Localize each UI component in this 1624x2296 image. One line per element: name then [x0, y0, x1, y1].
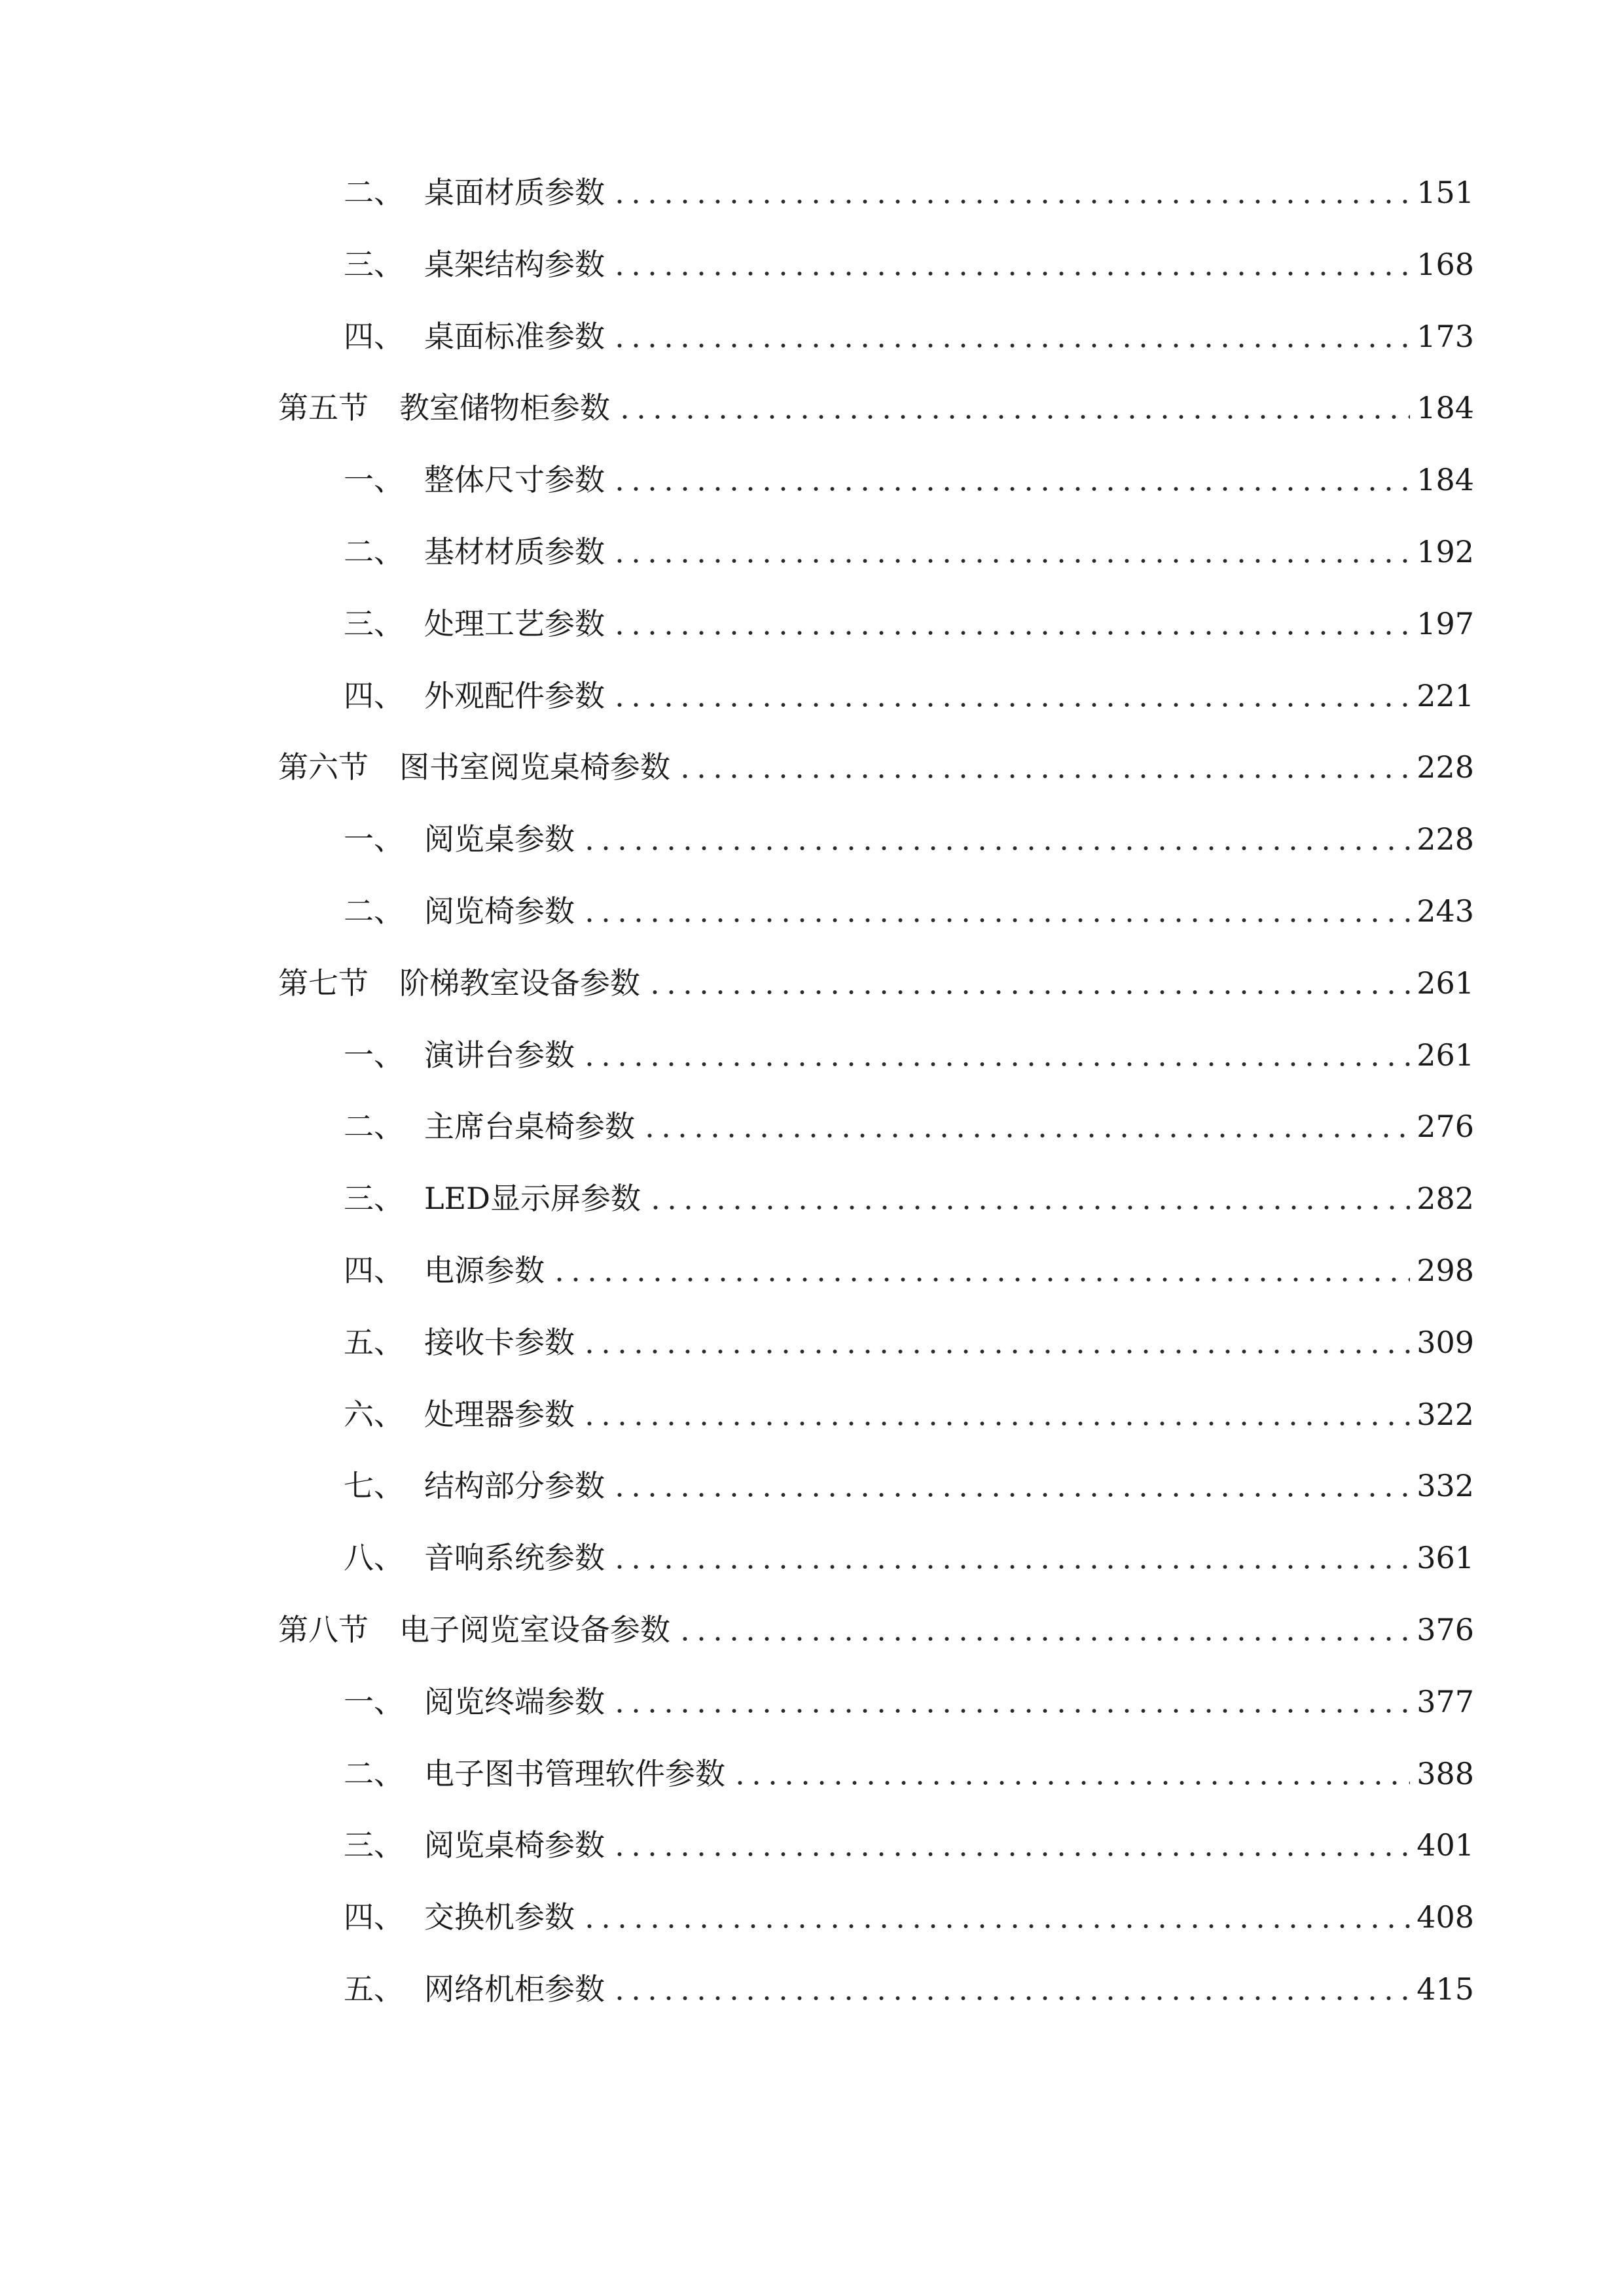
- toc-entry[interactable]: [344, 1891, 1474, 1943]
- dot-leader: [647, 1172, 1410, 1225]
- toc-entry-title: 桌面材质参数: [424, 175, 605, 210]
- dot-leader: [611, 670, 1410, 722]
- toc-entry[interactable]: [278, 741, 1474, 793]
- dot-leader: [551, 1244, 1410, 1297]
- toc-entry-page-number: 298: [1416, 1253, 1474, 1288]
- toc-entry-page-number: 192: [1416, 534, 1474, 569]
- toc-entry-marker: 二、: [344, 893, 404, 929]
- dot-leader: [611, 238, 1410, 291]
- toc-entry[interactable]: [344, 1819, 1474, 1871]
- toc-entry-marker: 三、: [344, 247, 404, 282]
- toc-entry-page-number: 401: [1416, 1827, 1474, 1863]
- dot-leader: [611, 1963, 1410, 2015]
- dot-leader: [611, 526, 1410, 578]
- toc-entry[interactable]: [344, 1172, 1474, 1225]
- toc-entry-page-number: 243: [1416, 893, 1474, 929]
- toc-entry-marker: 一、: [344, 1037, 404, 1073]
- toc-entry[interactable]: [344, 670, 1474, 722]
- toc-entry-title: 演讲台参数: [424, 1037, 575, 1073]
- toc-entry-page-number: 415: [1416, 1971, 1474, 2007]
- toc-entry-marker: 七、: [344, 1468, 404, 1503]
- toc-entry-marker: 四、: [344, 1899, 404, 1935]
- dot-leader: [611, 1676, 1410, 1728]
- toc-entry-title: 电源参数: [424, 1253, 545, 1288]
- toc-entry-title: 电子阅览室设备参数: [399, 1612, 670, 1647]
- toc-entry-marker: 二、: [344, 1109, 404, 1144]
- toc-entry[interactable]: [344, 526, 1474, 578]
- dot-leader: [611, 454, 1410, 506]
- dot-leader: [611, 310, 1410, 363]
- toc-entry-marker: 五、: [344, 1325, 404, 1360]
- dot-leader: [581, 813, 1410, 865]
- toc-entry-title: 外观配件参数: [424, 678, 605, 713]
- toc-entry[interactable]: [344, 885, 1474, 937]
- dot-leader: [581, 1388, 1410, 1441]
- dot-leader: [641, 1100, 1410, 1153]
- toc-entry[interactable]: [344, 1029, 1474, 1081]
- toc-entry-page-number: 228: [1416, 821, 1474, 857]
- toc-entry-page-number: 282: [1416, 1181, 1474, 1216]
- toc-entry[interactable]: [344, 238, 1474, 291]
- toc-entry-title: 音响系统参数: [424, 1540, 605, 1575]
- toc-entry-title: 主席台桌椅参数: [424, 1109, 635, 1144]
- toc-entry[interactable]: [278, 1604, 1474, 1656]
- toc-entry-page-number: 388: [1416, 1756, 1474, 1791]
- toc-entry-page-number: 276: [1416, 1109, 1474, 1144]
- dot-leader: [581, 885, 1410, 937]
- toc-entry[interactable]: [344, 1748, 1474, 1800]
- toc-entry[interactable]: [344, 166, 1474, 219]
- toc-entry-title: 整体尺寸参数: [424, 462, 605, 497]
- dot-leader: [611, 1532, 1410, 1584]
- toc-entry-marker: 第八节: [278, 1612, 369, 1647]
- toc-entry[interactable]: [344, 598, 1474, 650]
- dot-leader: [581, 1891, 1410, 1943]
- toc-entry-page-number: 377: [1416, 1684, 1474, 1719]
- toc-entry-marker: 三、: [344, 606, 404, 641]
- toc-entry-marker: 六、: [344, 1397, 404, 1432]
- toc-entry-title: 接收卡参数: [424, 1325, 575, 1360]
- toc-entry-marker: 第七节: [278, 965, 369, 1001]
- toc-entry[interactable]: [344, 1244, 1474, 1297]
- dot-leader: [611, 1819, 1410, 1871]
- toc-entry-title: 基材材质参数: [424, 534, 605, 569]
- toc-entry[interactable]: [344, 454, 1474, 506]
- toc-entry[interactable]: [344, 1963, 1474, 2015]
- toc-entry-title: 桌架结构参数: [424, 247, 605, 282]
- dot-leader: [677, 741, 1410, 793]
- toc-entry-page-number: 332: [1416, 1468, 1474, 1503]
- toc-entry[interactable]: [344, 813, 1474, 865]
- toc-entry[interactable]: [344, 1532, 1474, 1584]
- toc-entry-marker: 四、: [344, 1253, 404, 1288]
- toc-entry-marker: 一、: [344, 1684, 404, 1719]
- toc-entry-page-number: 184: [1416, 390, 1474, 425]
- dot-leader: [611, 166, 1410, 219]
- toc-entry-title: 阅览桌椅参数: [424, 1827, 605, 1863]
- toc-entry-title: 交换机参数: [424, 1899, 575, 1935]
- toc-entry-page-number: 261: [1416, 965, 1474, 1001]
- toc-entry-page-number: 408: [1416, 1899, 1474, 1935]
- toc-entry-title: 阅览椅参数: [424, 893, 575, 929]
- toc-entry-title: 阅览桌参数: [424, 821, 575, 857]
- dot-leader: [732, 1748, 1410, 1800]
- toc-entry-title: 图书室阅览桌椅参数: [399, 749, 670, 785]
- toc-entry-marker: 一、: [344, 821, 404, 857]
- toc-entry-marker: 第五节: [278, 390, 369, 425]
- toc-entry-title: 结构部分参数: [424, 1468, 605, 1503]
- toc-entry-page-number: 151: [1416, 175, 1474, 210]
- toc-entry-title: 处理工艺参数: [424, 606, 605, 641]
- toc-entry-marker: 四、: [344, 319, 404, 354]
- toc-entry[interactable]: [344, 310, 1474, 363]
- toc-entry[interactable]: [278, 382, 1474, 434]
- toc-entry-marker: 二、: [344, 1756, 404, 1791]
- toc-entry[interactable]: [344, 1676, 1474, 1728]
- toc-entry-page-number: 173: [1416, 319, 1474, 354]
- toc-entry-marker: 八、: [344, 1540, 404, 1575]
- dot-leader: [677, 1604, 1410, 1656]
- dot-leader: [611, 1460, 1410, 1512]
- toc-entry-page-number: 184: [1416, 462, 1474, 497]
- toc-entry-marker: 三、: [344, 1181, 404, 1216]
- toc-entry[interactable]: [344, 1388, 1474, 1441]
- toc-entry-page-number: 309: [1416, 1325, 1474, 1360]
- toc-entry[interactable]: [344, 1460, 1474, 1512]
- toc-entry[interactable]: [344, 1316, 1474, 1369]
- toc-entry-page-number: 376: [1416, 1612, 1474, 1647]
- toc-entry-title: 阅览终端参数: [424, 1684, 605, 1719]
- toc-entry-marker: 三、: [344, 1827, 404, 1863]
- toc-entry[interactable]: [344, 1100, 1474, 1153]
- toc-entry-page-number: 261: [1416, 1037, 1474, 1073]
- toc-entry-title: 电子图书管理软件参数: [424, 1756, 725, 1791]
- toc-entry-page-number: 221: [1416, 678, 1474, 713]
- toc-entry-title: 处理器参数: [424, 1397, 575, 1432]
- toc-entry-page-number: 322: [1416, 1397, 1474, 1432]
- toc-entry-title: 桌面标准参数: [424, 319, 605, 354]
- toc-entry-marker: 二、: [344, 534, 404, 569]
- toc-entry-page-number: 228: [1416, 749, 1474, 785]
- toc-entry-page-number: 197: [1416, 606, 1474, 641]
- dot-leader: [617, 382, 1410, 434]
- dot-leader: [581, 1029, 1410, 1081]
- toc-entry-page-number: 361: [1416, 1540, 1474, 1575]
- toc-entry-title: LED显示屏参数: [424, 1181, 641, 1216]
- toc-entry-title: 阶梯教室设备参数: [399, 965, 640, 1001]
- dot-leader: [581, 1316, 1410, 1369]
- toc-entry-marker: 一、: [344, 462, 404, 497]
- toc-entry[interactable]: [278, 957, 1474, 1009]
- toc-entry-title: 网络机柜参数: [424, 1971, 605, 2007]
- dot-leader: [647, 957, 1410, 1009]
- toc-entry-title: 教室储物柜参数: [399, 390, 610, 425]
- toc-entry-marker: 第六节: [278, 749, 369, 785]
- toc-entry-marker: 五、: [344, 1971, 404, 2007]
- toc-entry-marker: 二、: [344, 175, 404, 210]
- toc-entry-marker: 四、: [344, 678, 404, 713]
- toc-entry-page-number: 168: [1416, 247, 1474, 282]
- dot-leader: [611, 598, 1410, 650]
